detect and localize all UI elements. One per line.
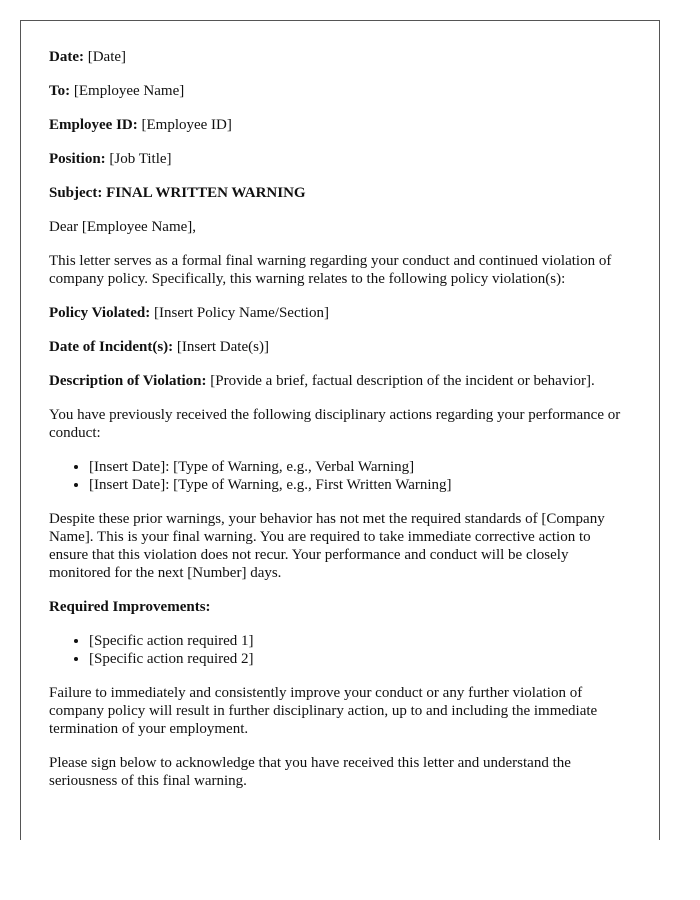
failure-paragraph: Failure to immediately and consistently improve your conduct or any further violation of company policy will result in further disciplinary action, up to and including the immediate termination of your employment. — [49, 685, 598, 737]
to-label: To: — [49, 83, 71, 99]
list-item: • [Insert Date]: [Type of Warning, e.g., Verbal Warning] — [89, 458, 631, 476]
prior-actions-list — [49, 458, 631, 494]
date-line — [49, 48, 631, 66]
description-label: Description of Violation: — [49, 373, 207, 389]
position-value: [Job Title] — [109, 151, 172, 167]
employee-id-label: Employee ID: — [49, 117, 138, 133]
position-line — [49, 150, 631, 168]
letter-page — [20, 20, 660, 840]
despite-paragraph: Despite these prior warnings, your behavior has not met the required standards of [Company Name]. This is your final warning. You are required to take immediate corrective action to ensure that this violation does not recur. Your performance and conduct will be closely monitored for the next [Number] days. — [49, 511, 605, 581]
salutation: Dear [Employee Name], — [49, 219, 197, 235]
list-item: • [Insert Date]: [Type of Warning, e.g., First Written Warning] — [89, 476, 631, 494]
policy-violated-line — [49, 304, 631, 322]
list-item: • [Specific action required 2] — [89, 650, 631, 668]
intro-paragraph: This letter serves as a formal final warning regarding your conduct and continued violation of company policy. Specifically, this warning relates to the following policy violation(s): — [49, 253, 612, 287]
incident-date-line — [49, 338, 631, 356]
date-value: [Date] — [87, 49, 127, 65]
employee-id-value: [Employee ID] — [141, 117, 232, 133]
to-line — [49, 82, 631, 100]
position-label: Position: — [49, 151, 106, 167]
policy-violated-label: Policy Violated: — [49, 305, 151, 321]
incident-date-value: [Insert Date(s)] — [176, 339, 269, 355]
policy-violated-value: [Insert Policy Name/Section] — [154, 305, 329, 321]
description-value: [Provide a brief, factual description of the incident or behavior]. — [210, 373, 595, 389]
description-line — [49, 372, 631, 390]
date-label: Date: — [49, 49, 84, 65]
employee-id-line — [49, 116, 631, 134]
subject-line — [49, 184, 631, 202]
prior-actions-intro: You have previously received the following disciplinary actions regarding your performance or conduct: — [49, 407, 621, 441]
incident-date-label: Date of Incident(s): — [49, 339, 174, 355]
improvements-heading-text: Required Improvements: — [49, 599, 211, 615]
sign-paragraph: Please sign below to acknowledge that you have received this letter and understand the seriousness of this final warning. — [49, 755, 571, 789]
improvements-list — [49, 632, 631, 668]
to-value: [Employee Name] — [73, 83, 185, 99]
subject-label: Subject: — [49, 185, 103, 201]
subject-value: FINAL WRITTEN WARNING — [106, 185, 306, 201]
improvements-heading — [49, 598, 631, 616]
list-item: • [Specific action required 1] — [89, 632, 631, 650]
